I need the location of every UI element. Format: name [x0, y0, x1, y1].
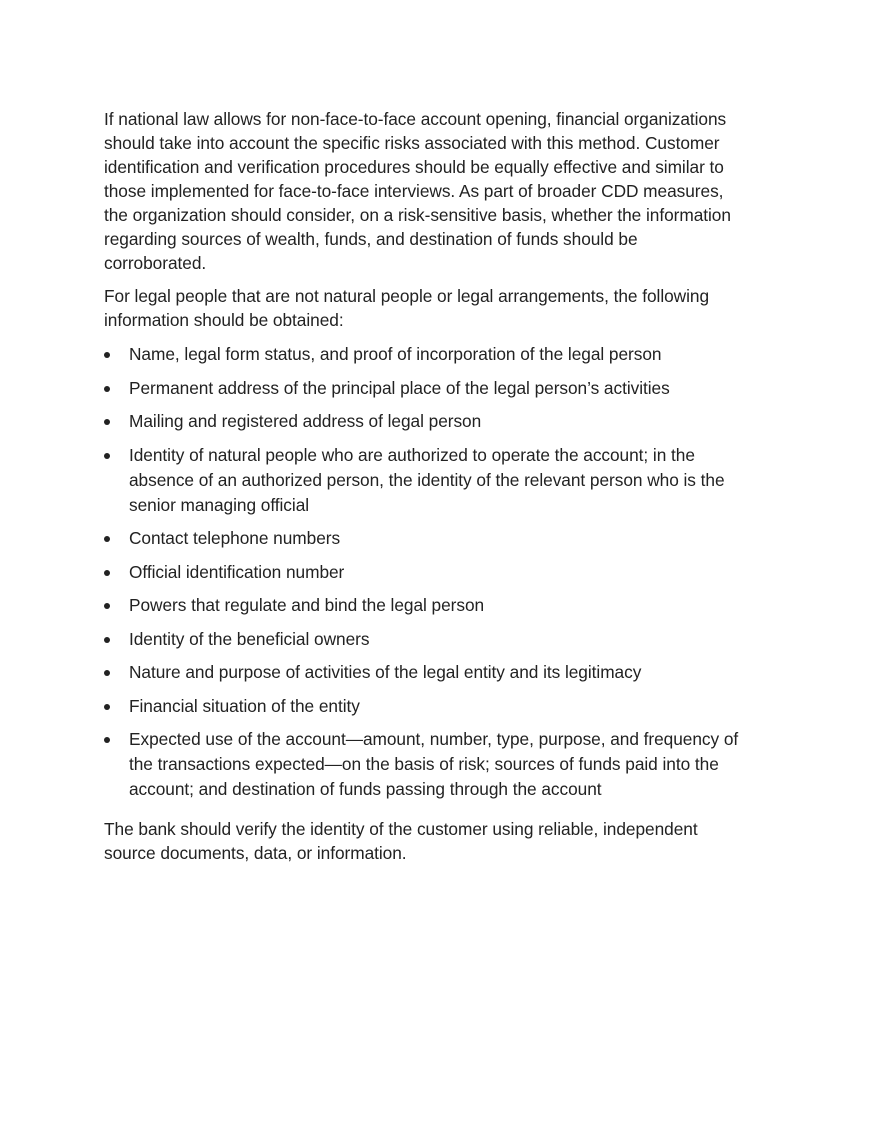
- list-item-text: Identity of the beneficial owners: [129, 628, 370, 649]
- list-item-text: Contact telephone numbers: [129, 528, 341, 548]
- list-item-text: Official identification number: [129, 561, 345, 582]
- list-item: [104, 342, 744, 367]
- list-item-text: Mailing and registered address of legal person: [129, 411, 482, 431]
- list-item: [104, 660, 744, 685]
- required-information-list: [104, 342, 744, 802]
- bullet-icon: [104, 536, 110, 542]
- bullet-icon: [104, 670, 110, 676]
- legal-people-paragraph: For legal people that are not natural people or legal arrangements, the following information should be obtained:: [104, 286, 710, 330]
- intro-paragraph: If national law allows for non-face-to-face account opening, financial organizations should take into account the specific risks associated with this method. Customer identification and verification procedures should be equally effective and similar to those implemented for face-to-face interviews. As part of broader CDD measures, the organization should consider, on a risk-sensitive basis, whether the information regarding sources of wealth, funds, and destination of funds should be corroborated.: [104, 109, 731, 273]
- list-item: [104, 409, 744, 434]
- list-item-text: Powers that regulate and bind the legal person: [129, 595, 485, 615]
- bullet-icon: [104, 637, 110, 643]
- list-item: [104, 694, 744, 719]
- list-item-text: Permanent address of the principal place of the legal person’s activities: [129, 377, 670, 398]
- list-item-text: Name, legal form status, and proof of incorporation of the legal person: [129, 344, 662, 364]
- list-item: [104, 376, 744, 401]
- list-item-text: Financial situation of the entity: [129, 695, 360, 716]
- document-page: [104, 107, 744, 865]
- verification-paragraph: The bank should verify the identity of the customer using reliable, independent source documents, data, or information.: [104, 819, 698, 863]
- bullet-icon: [104, 352, 110, 358]
- bullet-icon: [104, 570, 110, 576]
- list-item: [104, 593, 744, 618]
- bullet-icon: [104, 386, 110, 392]
- list-item: [104, 443, 744, 518]
- list-item: [104, 560, 744, 585]
- list-item: [104, 627, 744, 652]
- bullet-icon: [104, 603, 110, 609]
- bullet-icon: [104, 419, 110, 425]
- list-item: [104, 526, 744, 551]
- list-item-text: Identity of natural people who are authorized to operate the account; in the absence of an authorized person, the identity of the relevant person who is the senior managing official: [129, 444, 725, 515]
- bullet-icon: [104, 453, 110, 459]
- bullet-icon: [104, 737, 110, 743]
- list-item-text: Nature and purpose of activities of the legal entity and its legitimacy: [129, 662, 642, 682]
- list-item-text: Expected use of the account—amount, number, type, purpose, and frequency of the transactions expected—on the basis of risk; sources of funds paid into the account; and destination of funds passing through the account: [129, 729, 739, 799]
- bullet-icon: [104, 704, 110, 710]
- list-item: [104, 727, 744, 802]
